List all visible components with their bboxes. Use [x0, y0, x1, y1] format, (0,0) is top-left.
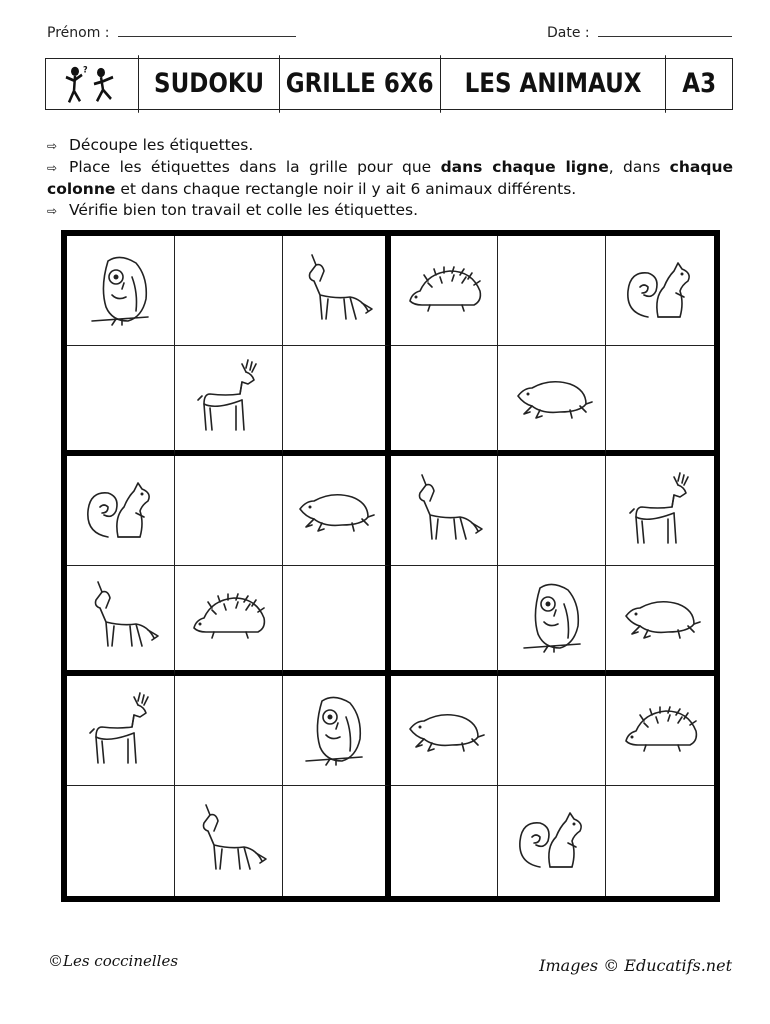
svg-text:?: ? [83, 65, 88, 76]
wolf-icon [186, 797, 270, 885]
title-sudoku: SUDOKU [139, 55, 279, 113]
instruction-1-text: Découpe les étiquettes. [69, 136, 254, 154]
hedgehog-icon [402, 247, 486, 335]
grid-cell[interactable] [391, 786, 499, 896]
instruction-2-part-e: et dans chaque rectangle noir il y ait 6 animaux différents. [115, 180, 577, 198]
grid-cell[interactable] [498, 346, 606, 456]
instruction-2-part-c: , dans [608, 158, 670, 176]
mole-icon [402, 687, 486, 775]
grid-cell[interactable] [67, 676, 175, 786]
instruction-2 [47, 157, 733, 200]
grid-cell[interactable] [175, 346, 283, 456]
name-label: Prénom : [47, 25, 110, 41]
name-field [47, 24, 296, 41]
grid-cell[interactable] [67, 456, 175, 566]
instruction-1 [47, 135, 733, 157]
grid-cell[interactable] [606, 566, 714, 676]
owl-icon [292, 687, 376, 775]
grid-cell[interactable] [283, 456, 391, 566]
grid-cell[interactable] [606, 456, 714, 566]
grid-cell[interactable] [606, 236, 714, 346]
grid-cell[interactable] [391, 456, 499, 566]
sudoku-grid [61, 230, 720, 902]
squirrel-icon [618, 247, 702, 335]
date-field [547, 24, 732, 41]
wolf-icon [78, 574, 162, 662]
grid-cell[interactable] [283, 676, 391, 786]
grid-cell[interactable] [283, 566, 391, 676]
instruction-2-emphasis-line: dans chaque ligne [440, 158, 609, 176]
arrow-icon: ⇨ [47, 161, 58, 175]
arrow-icon: ⇨ [47, 139, 58, 153]
grid-cell[interactable] [175, 456, 283, 566]
grid-cell[interactable] [175, 786, 283, 896]
name-line[interactable] [118, 24, 296, 37]
grid-cell[interactable] [606, 676, 714, 786]
grid-cell[interactable] [606, 346, 714, 456]
mole-icon [618, 574, 702, 662]
hedgehog-icon [186, 574, 270, 662]
mole-icon [292, 467, 376, 555]
grid-cell[interactable] [498, 786, 606, 896]
grid-cell[interactable] [283, 346, 391, 456]
grid-cell[interactable] [283, 236, 391, 346]
date-label: Date : [547, 25, 590, 41]
squirrel-icon [510, 797, 594, 885]
grid-cell[interactable] [391, 566, 499, 676]
grid-cell[interactable] [606, 786, 714, 896]
grid-cell[interactable] [391, 236, 499, 346]
wolf-icon [292, 247, 376, 335]
title-grid-size: GRILLE 6X6 [280, 55, 441, 113]
deer-icon [618, 467, 702, 555]
instructions [47, 135, 733, 222]
grid-cell[interactable] [498, 236, 606, 346]
instruction-2-emphasis-column: chaque colonne [47, 158, 733, 198]
date-line[interactable] [598, 24, 732, 37]
hedgehog-icon [618, 687, 702, 775]
grid-cell[interactable] [67, 786, 175, 896]
arrow-icon: ⇨ [47, 204, 58, 218]
title-theme: LES ANIMAUX [441, 55, 667, 113]
squirrel-icon [78, 467, 162, 555]
deer-icon [78, 687, 162, 775]
grid-cell[interactable] [175, 236, 283, 346]
grid-cell[interactable] [391, 346, 499, 456]
grid-cell[interactable] [498, 676, 606, 786]
grid-cell[interactable] [175, 566, 283, 676]
grid-cell[interactable] [67, 566, 175, 676]
grid-cell[interactable] [175, 676, 283, 786]
children-playing-icon [61, 61, 123, 107]
grid-cell[interactable] [391, 676, 499, 786]
grid-cell[interactable] [67, 346, 175, 456]
instruction-2-part-a: Place les étiquettes dans la grille pour que [69, 158, 441, 176]
deer-icon [186, 354, 270, 442]
logo-cell [46, 55, 139, 113]
instruction-3 [47, 200, 733, 222]
instruction-3-text: Vérifie bien ton travail et colle les étiquettes. [69, 201, 419, 219]
grid-cell[interactable] [283, 786, 391, 896]
wolf-icon [402, 467, 486, 555]
owl-icon [78, 247, 162, 335]
title-table [45, 58, 733, 110]
grid-cell[interactable] [67, 236, 175, 346]
owl-icon [510, 574, 594, 662]
mole-icon [510, 354, 594, 442]
footer-credit-right: Images © Educatifs.net [539, 956, 732, 975]
grid-cell[interactable] [498, 566, 606, 676]
title-level: A3 [682, 69, 717, 99]
grid-cell[interactable] [498, 456, 606, 566]
footer-credit-left: ©Les coccinelles [48, 952, 179, 970]
